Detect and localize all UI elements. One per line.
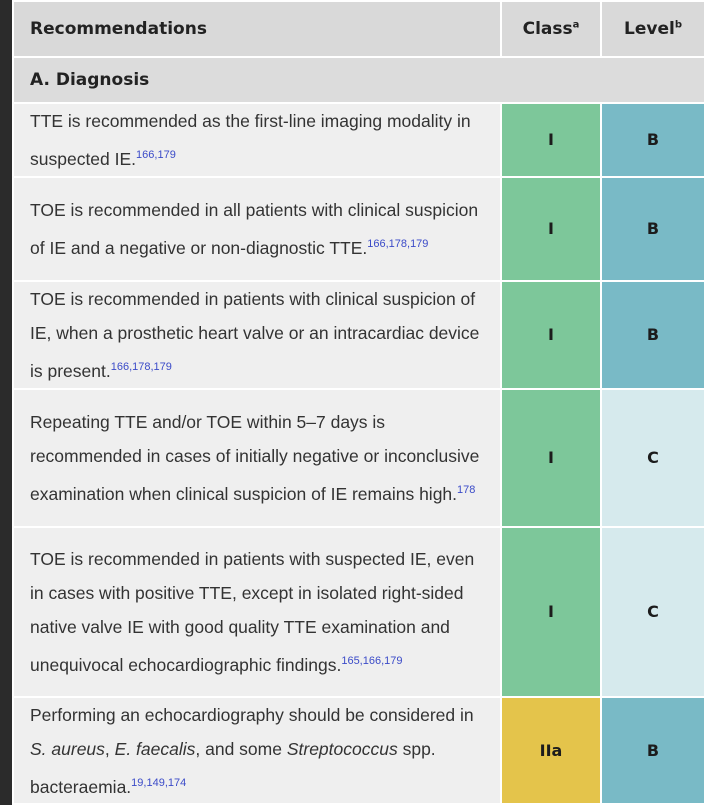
table-row	[13, 697, 704, 805]
table-row	[13, 177, 704, 281]
table-header-row	[13, 1, 704, 57]
section-row	[13, 57, 704, 103]
table-row	[13, 281, 704, 389]
recommendation-body-sep: ,	[104, 738, 115, 759]
recommendation-body: Repeating TTE and/or TOE within 5–7 days is recommended in cases of initially negative or inconclusive examination when clinical suspicion of IE remains high.	[30, 411, 480, 504]
class-cell: I	[501, 527, 601, 697]
class-cell: I	[501, 177, 601, 281]
organism-streptococcus: Streptococcus	[286, 738, 398, 759]
header-class-label: Class	[522, 19, 573, 39]
recommendation-body: Performing an echocardiography should be considered in	[30, 704, 474, 725]
level-cell: C	[601, 389, 704, 527]
reference-superscript: 166,178,179	[110, 360, 172, 373]
recommendation-text	[13, 697, 501, 805]
header-recommendations: Recommendations	[13, 1, 501, 57]
level-cell: B	[601, 103, 704, 177]
header-level	[601, 1, 704, 57]
recommendation-body: TOE is recommended in all patients with clinical suspicion of IE and a negative or non-diagnostic TTE.	[30, 199, 479, 258]
reference-superscript: 165,166,179	[341, 654, 403, 667]
class-cell: I	[501, 103, 601, 177]
recommendation-text	[13, 527, 501, 697]
section-title: A. Diagnosis	[13, 57, 704, 103]
organism-e-faecalis: E. faecalis	[114, 738, 196, 759]
level-cell: B	[601, 281, 704, 389]
reference-superscript: 178	[457, 483, 476, 496]
organism-s-aureus: S. aureus	[30, 738, 105, 759]
level-cell: B	[601, 177, 704, 281]
header-class	[501, 1, 601, 57]
recommendation-body: TTE is recommended as the first-line imaging modality in suspected IE.	[30, 111, 471, 169]
level-cell: C	[601, 527, 704, 697]
recommendation-text	[13, 389, 501, 527]
header-level-label: Level	[624, 19, 675, 39]
recommendation-body: TOE is recommended in patients with clinical suspicion of IE, when a prosthetic heart valve or an intracardiac device is present.	[30, 288, 480, 381]
class-cell: I	[501, 389, 601, 527]
recommendation-text	[13, 103, 501, 177]
table-row	[13, 527, 704, 697]
table-row	[13, 103, 704, 177]
level-cell: B	[601, 697, 704, 805]
header-class-footnote: a	[572, 19, 580, 31]
reference-superscript: 166,179	[136, 149, 176, 161]
recommendation-body-cont: , and some	[195, 738, 287, 759]
reference-superscript: 166,178,179	[367, 237, 429, 250]
recommendation-text	[13, 281, 501, 389]
reference-superscript: 19,149,174	[131, 776, 187, 789]
header-level-footnote: b	[674, 19, 682, 31]
class-cell: IIa	[501, 697, 601, 805]
table-row	[13, 389, 704, 527]
class-cell: I	[501, 281, 601, 389]
recommendations-table-panel	[12, 0, 704, 797]
recommendation-body-end: spp. bacteraemia.	[30, 738, 436, 797]
recommendation-body: TOE is recommended in patients with suspected IE, even in cases with positive TTE, except in isolated right-sided native valve IE with good quality TTE examination and unequivocal echocardiographic findings.	[30, 548, 475, 675]
recommendation-text	[13, 177, 501, 281]
recommendations-table	[12, 0, 704, 805]
